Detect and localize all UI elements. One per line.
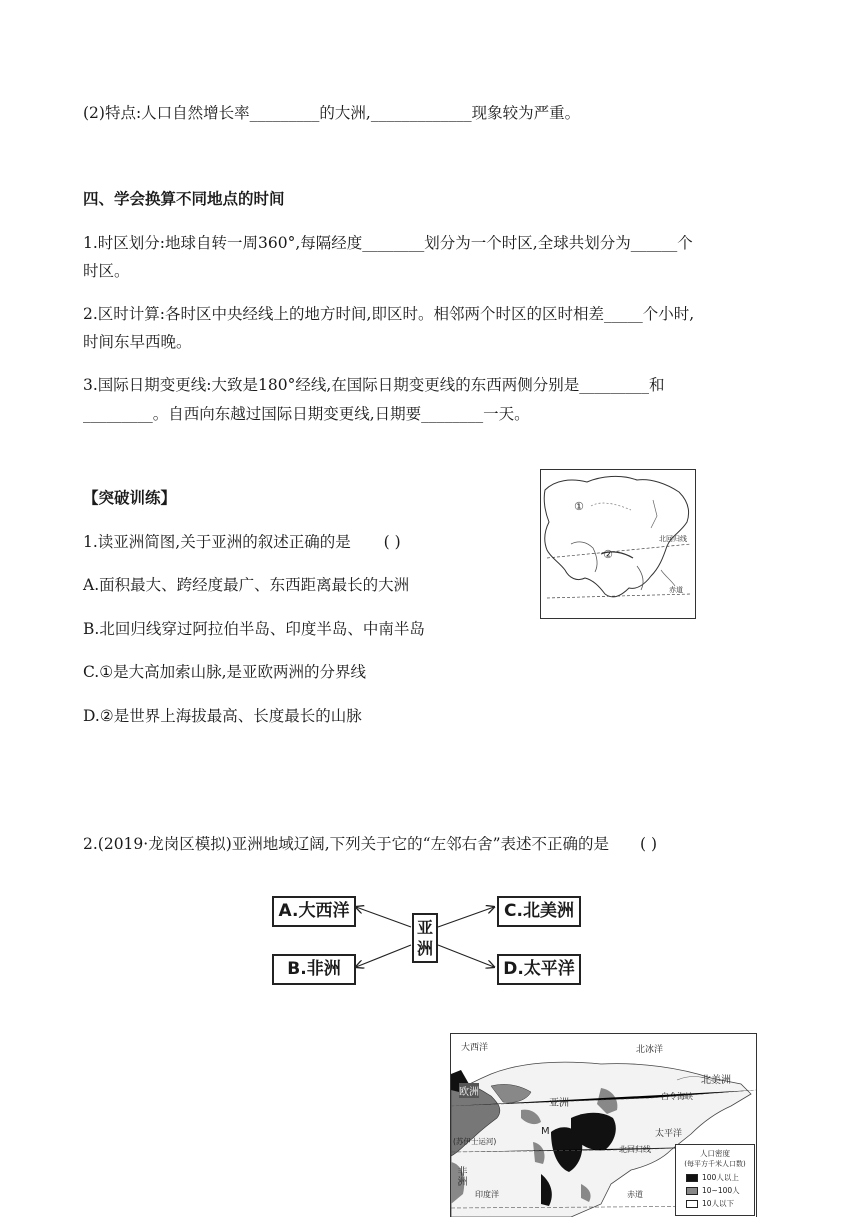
item-timezone-line2: 时区。: [83, 262, 130, 280]
box-b-africa[interactable]: B.非洲: [272, 954, 356, 985]
label-tropic: 北回归线: [619, 1145, 651, 1154]
item-zonetime-line1: 2.区时计算:各时区中央经线上的地方时间,即区时。相邻两个时区的区时相差_____个小时,: [83, 305, 695, 323]
box-center-asia: 亚洲: [412, 913, 438, 963]
map-mark-2: ②: [603, 548, 613, 561]
item-dateline-line1: 3.国际日期变更线:大致是180°经线,在国际日期变更线的东西两侧分别是_________和: [83, 376, 665, 394]
neighbors-diagram: [268, 893, 588, 985]
item-zonetime-line2: 时间东早西晚。: [83, 333, 192, 351]
legend-item-low: [686, 1198, 754, 1209]
section-heading-time: 四、学会换算不同地点的时间: [83, 190, 285, 208]
label-asia: 亚洲: [549, 1098, 569, 1109]
legend-text-mid: 10~100人: [702, 1186, 740, 1195]
label-europe: 欧洲: [459, 1083, 479, 1098]
legend-swatch-high: [686, 1174, 698, 1182]
q2-answer-bracket[interactable]: ( ): [639, 835, 658, 853]
training-heading: 【突破训练】: [83, 489, 177, 507]
q1-option-b[interactable]: B.北回归线穿过阿拉伯半岛、印度半岛、中南半岛: [83, 620, 425, 638]
label-north-america: 北美洲: [701, 1075, 731, 1086]
box-a-atlantic[interactable]: A.大西洋: [272, 896, 356, 927]
map-tropic-label: 北回归线: [659, 535, 687, 543]
label-bering: 白令海峡: [661, 1092, 693, 1101]
label-equator: 赤道: [627, 1190, 643, 1199]
q1-option-d[interactable]: D.②是世界上海拔最高、长度最长的山脉: [83, 707, 362, 725]
legend-swatch-mid: [686, 1187, 698, 1195]
q1-stem-text: 1.读亚洲简图,关于亚洲的叙述正确的是: [83, 533, 351, 551]
label-pacific: 太平洋: [655, 1129, 683, 1139]
legend-item-high: [686, 1172, 754, 1183]
legend-item-mid: [686, 1185, 754, 1196]
label-indian-ocean: 印度洋: [475, 1190, 499, 1199]
q1-option-a[interactable]: A.面积最大、跨经度最广、东西距离最长的大洲: [83, 576, 410, 594]
legend-swatch-low: [686, 1200, 698, 1208]
label-suez: (苏伊士运河): [453, 1137, 497, 1146]
legend-text-high: 100人以上: [702, 1173, 739, 1182]
box-d-pacific[interactable]: D.太平洋: [497, 954, 581, 985]
label-africa: 非洲: [455, 1166, 466, 1186]
asia-outline-map: [540, 469, 696, 619]
item-dateline-line2: _________。自西向东越过国际日期变更线,日期要________一天。: [83, 405, 530, 423]
legend-text-low: 10人以下: [702, 1199, 735, 1208]
map-legend: [675, 1144, 755, 1216]
population-density-map: [450, 1033, 757, 1217]
legend-subtitle: (每平方千米人口数): [684, 1160, 746, 1168]
box-c-north-america[interactable]: C.北美洲: [497, 896, 581, 927]
q2-stem: [83, 832, 657, 856]
q1-stem: [83, 530, 401, 554]
asia-outline-svg: [541, 470, 695, 618]
q1-option-c[interactable]: C.①是大高加索山脉,是亚欧两洲的分界线: [83, 663, 367, 681]
map-mark-1: ①: [574, 500, 584, 513]
item-timezone-line1: 1.时区划分:地球自转一周360°,每隔经度________划分为一个时区,全球共划分为______个: [83, 234, 693, 252]
q2-stem-text: 2.(2019·龙岗区模拟)亚洲地域辽阔,下列关于它的“左邻右舍”表述不正确的是: [83, 835, 610, 853]
map-equator-label: 赤道: [669, 586, 683, 594]
label-atlantic: 大西洋: [461, 1043, 489, 1053]
q-population-features: (2)特点:人口自然增长率_________的大洲,_____________现象较为严重。: [83, 104, 581, 122]
label-m: M: [541, 1126, 550, 1137]
label-arctic: 北冰洋: [636, 1045, 664, 1055]
legend-title: 人口密度: [700, 1149, 730, 1158]
q1-answer-bracket[interactable]: ( ): [383, 533, 401, 551]
